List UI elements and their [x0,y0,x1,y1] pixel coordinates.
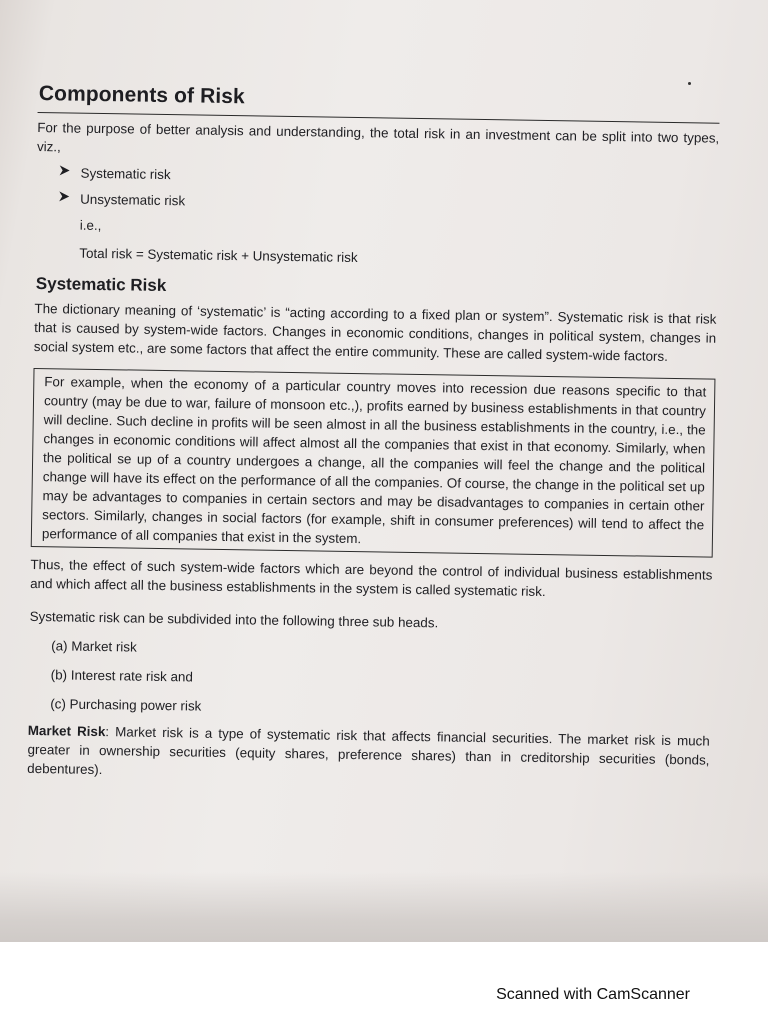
subhead-item: (a) Market risk [51,638,137,655]
arrow-bullet-icon [58,189,72,208]
subhead-item: (c) Purchasing power risk [50,696,202,714]
bullet-label: Systematic risk [80,165,171,183]
bullet-label: Unsystematic risk [80,191,186,209]
camscanner-watermark: Scanned with CamScanner [496,986,690,1003]
subdivision-paragraph: Systematic risk can be subdivided into the following three sub heads. [29,608,439,631]
page-content [27,84,720,789]
section-title: Systematic Risk [35,273,167,296]
total-risk-formula: Total risk = Systematic risk + Unsystematic risk [79,245,358,266]
market-risk-label: Market Risk [27,722,106,740]
market-risk-paragraph [27,721,710,789]
ink-speck [688,82,691,85]
definition-paragraph: The dictionary meaning of ‘systematic’ is “acting according to a fixed plan or system”. Systematic risk is that risk that is caused by system-wide factors. Changes in economic conditions, changes in political system, changes in social system etc., are some factors that affect the entire community. These are called system-wide factors. [33,300,717,364]
arrow-bullet-icon [58,163,72,182]
conclusion-paragraph: Thus, the effect of such system-wide factors which are beyond the control of individual business establishments and which affect all the business establishments in the system is called systematic risk. [30,556,713,600]
bullet-item [58,189,718,218]
intro-paragraph: For the purpose of better analysis and understanding, the total risk in an investment can be split into two types, viz., [36,119,720,155]
page-heading: Components of Risk [38,82,245,109]
ie-text: i.e., [79,217,102,234]
bullet-item [58,163,718,192]
example-box: For example, when the economy of a particular country moves into recession due reasons specific to that country (may be due to war, failure of monsoon etc.,), profits earned by business establishments in that country will decline. Such decline in profits will be seen almost in all the business establishments in the country, i.e., the changes in economic conditions will affect almost all the companies that exist in that economy. Similarly, when the political se up of a country undergoes a change, all the companies will feel the change and the political change will have its effect on the performance of all the companies. Of course, the change in the political set up may be advantages to companies in certain sectors and may be disadvantages to companies in certain other sectors. Similarly, changes in social factors (for example, shift in consumer preferences) will tend to affect the performance of all companies that exist in the system. [31,368,716,558]
market-risk-text: : Market risk is a type of systematic risk that affects financial securities. The market risk is much greater in ownership securities (equity shares, preference shares) than in creditorship securities (bonds, debentures). [27,724,710,778]
subhead-item: (b) Interest rate risk and [50,667,193,685]
